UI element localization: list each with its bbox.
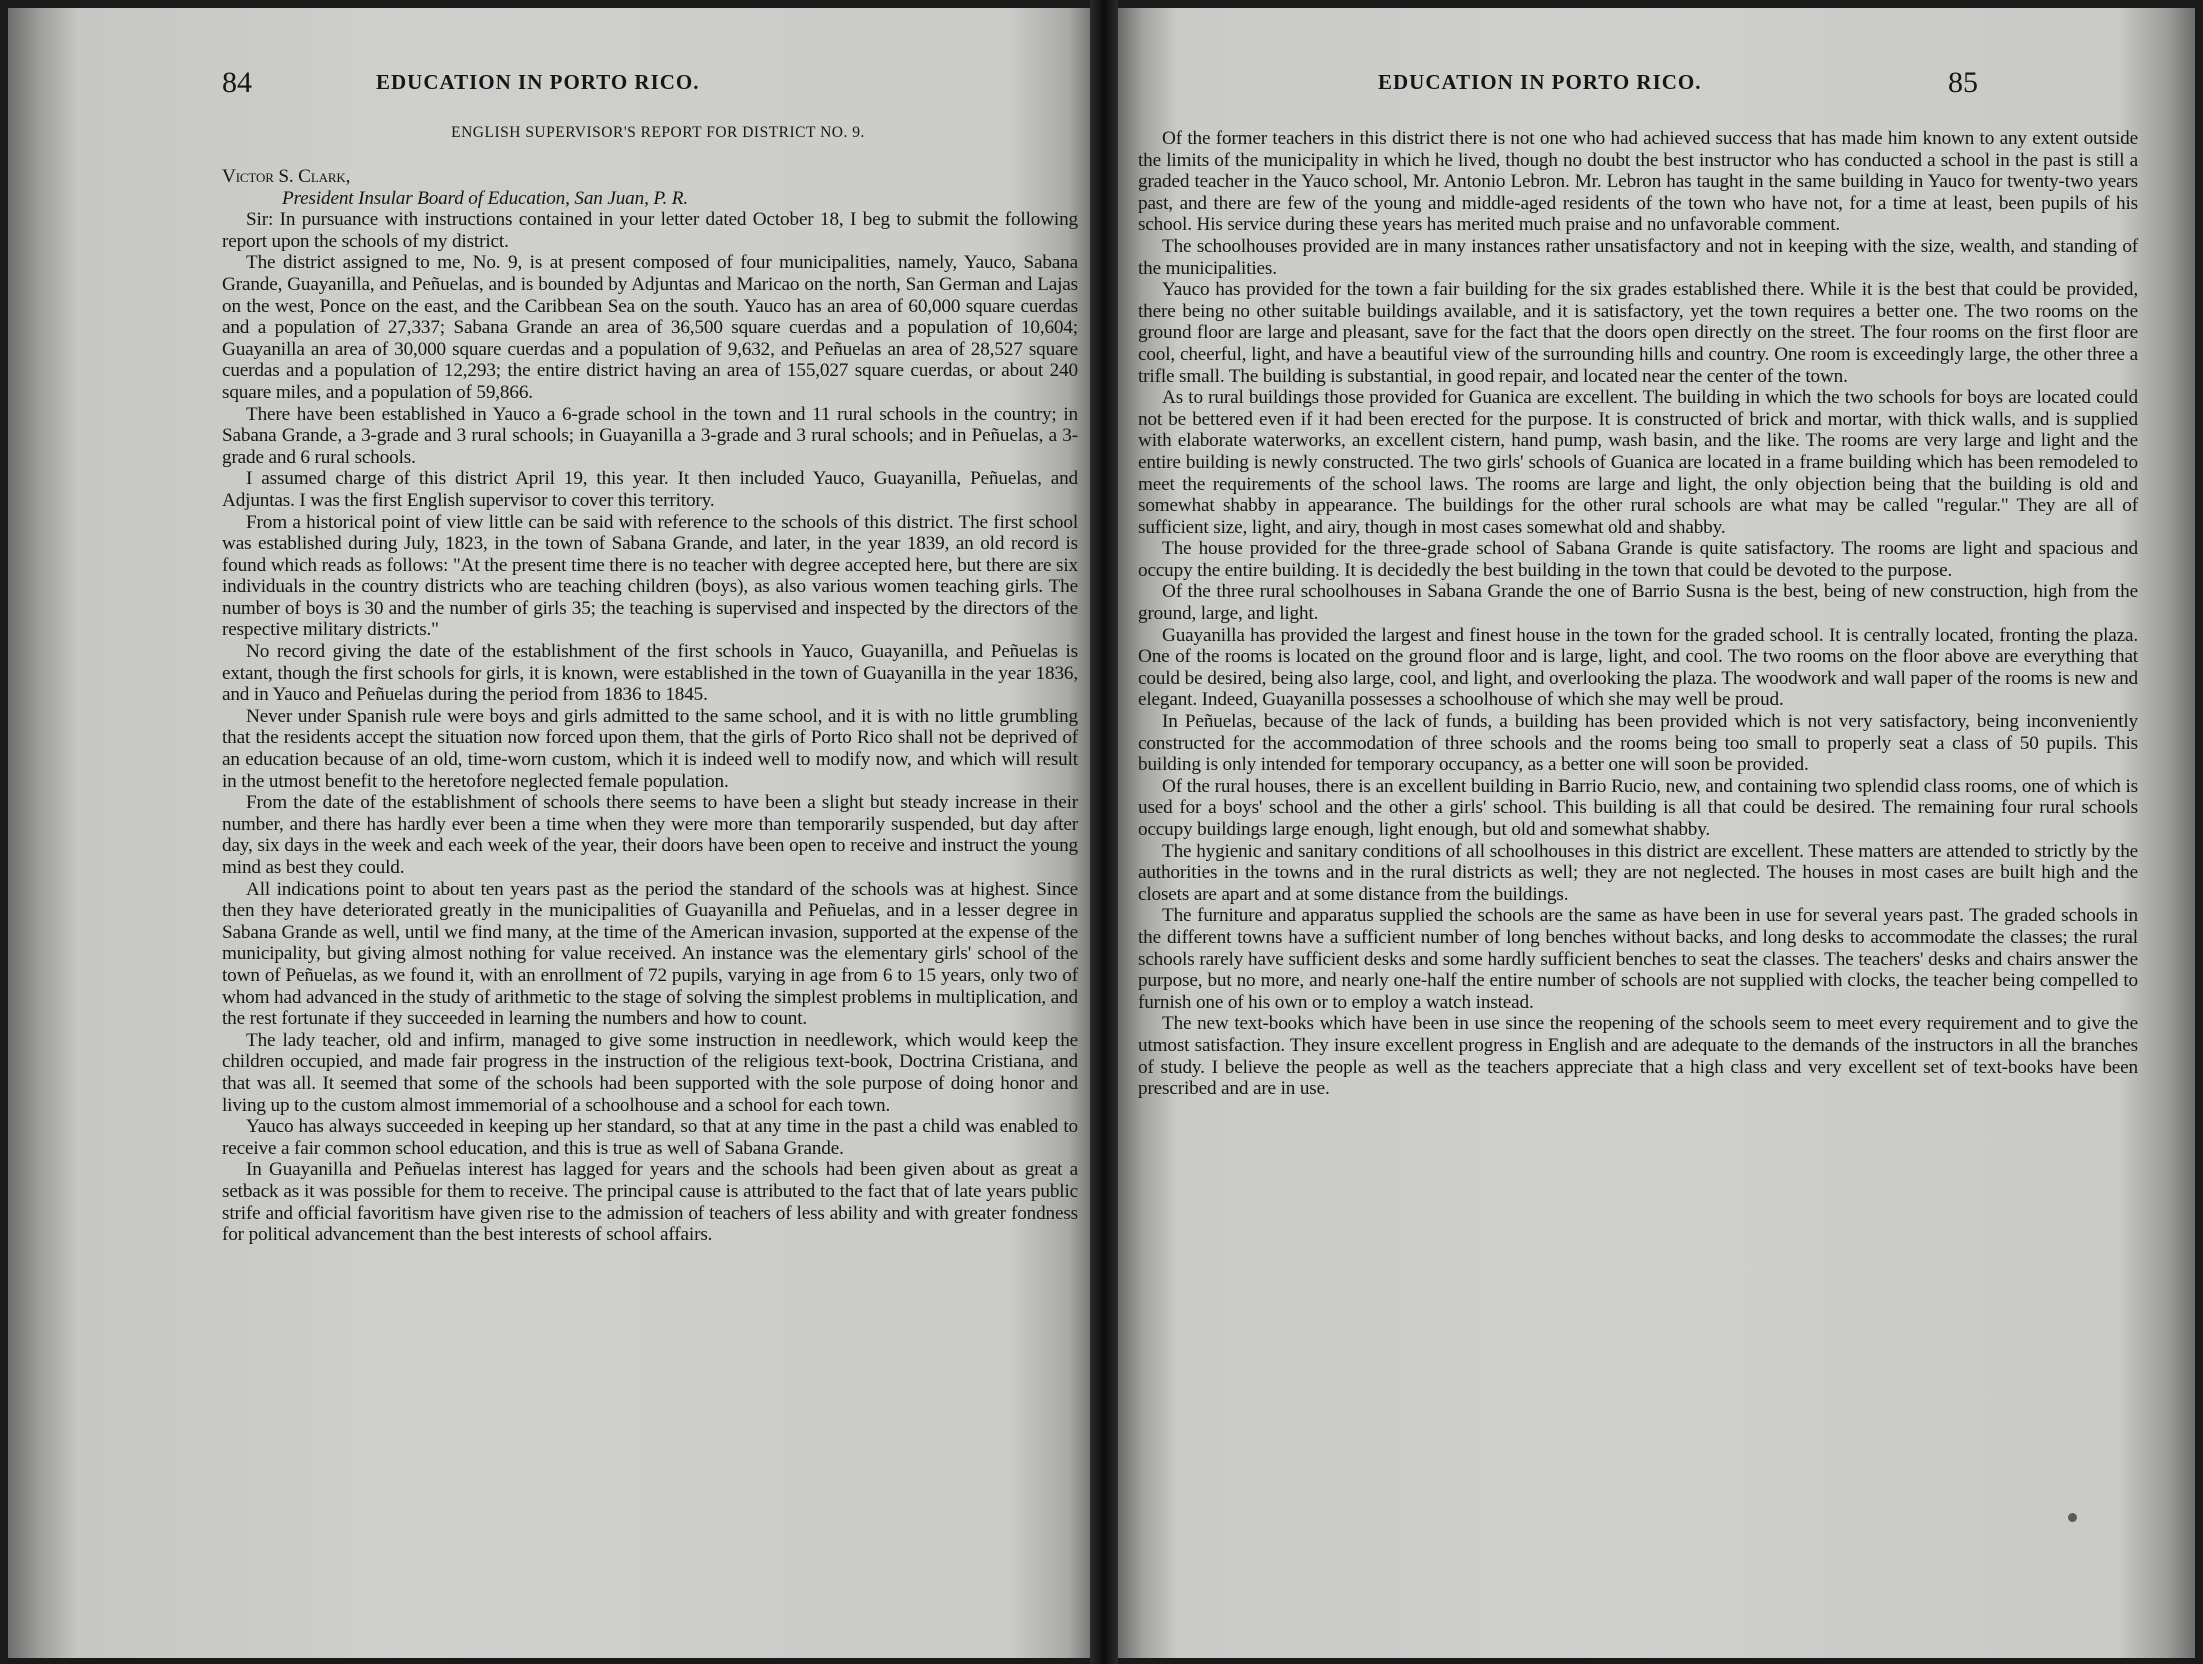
page-number-right: 85: [1948, 66, 1978, 99]
paragraph: I assumed charge of this district April 19, this year. It then included Yauco, Guayanilla, Peñuelas, and Adjuntas. I was the first English supervisor to cover this territory.: [222, 468, 1078, 511]
paragraph: The house provided for the three-grade school of Sabana Grande is quite satisfactory. The rooms are light and spacious and occupy the entire building. It is decidedly the best building in the town that could be devoted to the purpose.: [1138, 538, 2138, 581]
paragraph: Of the rural houses, there is an excellent building in Barrio Rucio, new, and containing two splendid class rooms, one of which is used for a boys' school and the other a girls' school. This building is all that could be desired. The remaining four rural schools occupy buildings large enough, light enough, but old and somewhat shabby.: [1138, 775, 2138, 840]
paragraph: In Peñuelas, because of the lack of funds, a building has been provided which is not very satisfactory, being inconveniently constructed for the accommodation of three schools and the rooms being too small to properly seat a class of 50 pupils. This building is only intended for temporary occupancy, as a better one will soon be provided.: [1138, 711, 2138, 776]
paragraph: There have been established in Yauco a 6-grade school in the town and 11 rural schools in the country; in Sabana Grande, a 3-grade and 3 rural schools; in Guayanilla a 3-grade and 3 rural schools; and in Peñuelas, a 3-grade and 6 rural schools.: [222, 403, 1078, 468]
running-head-right: EDUCATION IN PORTO RICO.: [1378, 70, 1702, 94]
paragraph: The schoolhouses provided are in many instances rather unsatisfactory and not in keeping with the size, wealth, and standing of the municipalities.: [1138, 235, 2138, 279]
right-page: [1118, 8, 2195, 1658]
paragraph: The new text-books which have been in use since the reopening of the schools seem to meet every requirement and to give the utmost satisfaction. They insure excellent progress in English and are adequate to the demands of the instructors in all the branches of study. I believe the people as well as the teachers appreciate that a high class and very excellent set of text-books have been prescribed and are in use.: [1138, 1013, 2138, 1100]
paragraph: From a historical point of view little can be said with reference to the schools of this district. The first school was established during July, 1823, in the town of Sabana Grande, and later, in the year 1839, an old record is found which reads as follows: "At the present time there is no teacher with degree accepted here, but there are six individuals in the country districts who are teaching children (boys), as also various women teaching girls. The number of boys is 30 and the number of girls 35; the teaching is supervised and inspected by the directors of the respective military districts.": [222, 511, 1078, 641]
right-page-body: [1138, 128, 2138, 1100]
paragraph: Sir: In pursuance with instructions contained in your letter dated October 18, I beg to submit the following report upon the schools of my district.: [222, 209, 1078, 252]
addressee-name: Victor S. Clark,: [222, 166, 351, 187]
paragraph: The furniture and apparatus supplied the schools are the same as have been in use for several years past. The graded schools in the different towns have a sufficient number of long benches without backs, and long desks to accommodate the classes; the rural schools rarely have sufficient desks and some hardly sufficient benches to seat the classes. The teachers' desks and chairs answer the purpose, but no more, and nearly one-half the entire number of schools are not supplied with clocks, the teacher being compelled to furnish one of his own or to employ a watch instead.: [1138, 905, 2138, 1013]
running-head-left: EDUCATION IN PORTO RICO.: [376, 70, 700, 94]
paragraph: Yauco has provided for the town a fair building for the six grades established there. While it is the best that could be provided, there being no other suitable buildings available, and it is satisfactory, yet the town requires a better one. The two rooms on the ground floor are large and pleasant, save for the fact that the doors open directly on the street. The four rooms on the first floor are cool, cheerful, light, and have a beautiful view of the surrounding hills and country. One room is exceedingly large, the other three a trifle small. The building is substantial, in good repair, and located near the center of the town.: [1138, 279, 2138, 387]
paragraph: Of the former teachers in this district there is not one who had achieved success that has made him known to any extent outside the limits of the municipality in which he lived, though no doubt the best instructor who has conducted a school in the past is still a graded teacher in the Yauco school, Mr. Antonio Lebron. Mr. Lebron has taught in the same building in Yauco for twenty-two years past, and there are few of the young and middle-aged residents of the town who have not, for a time at least, been pupils of his school. His service during these years has merited much praise and no unfavorable comment.: [1138, 128, 2138, 236]
addressee-title: President Insular Board of Education, San Juan, P. R.: [282, 187, 688, 209]
left-page-body: [222, 166, 1078, 1246]
paragraph: From the date of the establishment of schools there seems to have been a slight but steady increase in their number, and there has hardly ever been a time when they were more than temporarily suspended, but day after day, six days in the week and each week of the year, their doors have been open to receive and instruct the young mind as best they could.: [222, 792, 1078, 878]
paragraph: Never under Spanish rule were boys and girls admitted to the same school, and it is with no little grumbling that the residents accept the situation now forced upon them, that the girls of Porto Rico shall not be deprived of an education because of an old, time-worn custom, which it is indeed well to modify now, and which will result in the utmost benefit to the heretofore neglected female population.: [222, 705, 1078, 792]
ink-speck: [2068, 1513, 2077, 1522]
paragraph: No record giving the date of the establishment of the first schools in Yauco, Guayanilla, and Peñuelas is extant, though the first schools for girls, it is known, were established in the town of Guayanilla in the year 1836, and in Yauco and Peñuelas during the period from 1836 to 1845.: [222, 641, 1078, 706]
paragraph: The hygienic and sanitary conditions of all schoolhouses in this district are excellent. These matters are attended to strictly by the authorities in the towns and in the rural districts as well; they are not neglected. The houses in most cases are built high and the closets are apart and at some distance from the buildings.: [1138, 840, 2138, 905]
paragraph: The district assigned to me, No. 9, is at present composed of four municipalities, namely, Yauco, Sabana Grande, Guayanilla, and Peñuelas, and is bounded by Adjuntas and Maricao on the north, San German and Lajas on the west, Ponce on the east, and the Caribbean Sea on the south. Yauco has an area of 60,000 square cuerdas and a population of 27,337; Sabana Grande an area of 36,500 square cuerdas and a population of 10,604; Guayanilla an area of 30,000 square cuerdas and a population of 9,632, and Peñuelas an area of 28,527 square cuerdas and a population of 12,293; the entire district having an area of 155,027 square cuerdas, or about 240 square miles, and a population of 59,866.: [222, 252, 1078, 403]
paragraph: Of the three rural schoolhouses in Sabana Grande the one of Barrio Susna is the best, being of new construction, high from the ground, large, and light.: [1138, 581, 2138, 625]
book-gutter: [1090, 0, 1118, 1664]
report-title: ENGLISH SUPERVISOR'S REPORT FOR DISTRICT NO. 9.: [451, 124, 865, 141]
paragraph: As to rural buildings those provided for Guanica are excellent. The building in which the two schools for boys are located could not be bettered even if it had been erected for the purpose. It is constructed of brick and mortar, with thick walls, and is supplied with elaborate waterworks, an excellent cistern, hand pump, wash basin, and the like. The rooms are very large and light and the entire building is newly constructed. The two girls' schools of Guanica are located in a frame building which has been remodeled to meet the requirements of the school laws. The rooms are large and light, the only objection being that the building is old and somewhat shabby in appearance. The buildings for the other rural schools are what may be called "regular." They are all of sufficient size, light, and airy, though in most cases somewhat old and shabby.: [1138, 387, 2138, 538]
paragraph: All indications point to about ten years past as the period the standard of the schools was at highest. Since then they have deteriorated greatly in the municipalities of Guayanilla and Peñuelas, and in a lesser degree in Sabana Grande as well, until we find many, at the time of the American invasion, supported at the expense of the municipality, but giving almost nothing for value received. An instance was the elementary girls' school of the town of Peñuelas, as we found it, with an enrollment of 72 pupils, varying in age from 6 to 15 years, only two of whom had advanced in the study of arithmetic to the stage of solving the simplest problems in multiplication, and the rest fortunate if they succeeded in learning the numbers and how to count.: [222, 878, 1078, 1030]
page-number-left: 84: [222, 66, 252, 99]
paragraph: The lady teacher, old and infirm, managed to give some instruction in needlework, which would keep the children occupied, and made fair progress in the instruction of the religious text-book, Doctrina Cristiana, and that was all. It seemed that some of the schools had been supported with the sole purpose of doing honor and living up to the custom almost immemorial of a schoolhouse and a school for each town.: [222, 1029, 1078, 1116]
paragraph: In Guayanilla and Peñuelas interest has lagged for years and the schools had been given about as great a setback as it was possible for them to receive. The principal cause is attributed to the fact that of late years public strife and official favoritism have given rise to the admission of teachers of less ability and with greater fondness for political advancement than the best interests of school affairs.: [222, 1159, 1078, 1246]
paragraph: Yauco has always succeeded in keeping up her standard, so that at any time in the past a child was enabled to receive a fair common school education, and this is true as well of Sabana Grande.: [222, 1116, 1078, 1159]
paragraph: Guayanilla has provided the largest and finest house in the town for the graded school. It is centrally located, fronting the plaza. One of the rooms is located on the ground floor and is large, light, and cool. The two rooms on the floor above are everything that could be desired, being also large, cool, and light, and overlooking the plaza. The woodwork and wall paper of the rooms is new and elegant. Indeed, Guayanilla possesses a schoolhouse of which she may well be proud.: [1138, 624, 2138, 711]
left-page: [8, 8, 1090, 1658]
